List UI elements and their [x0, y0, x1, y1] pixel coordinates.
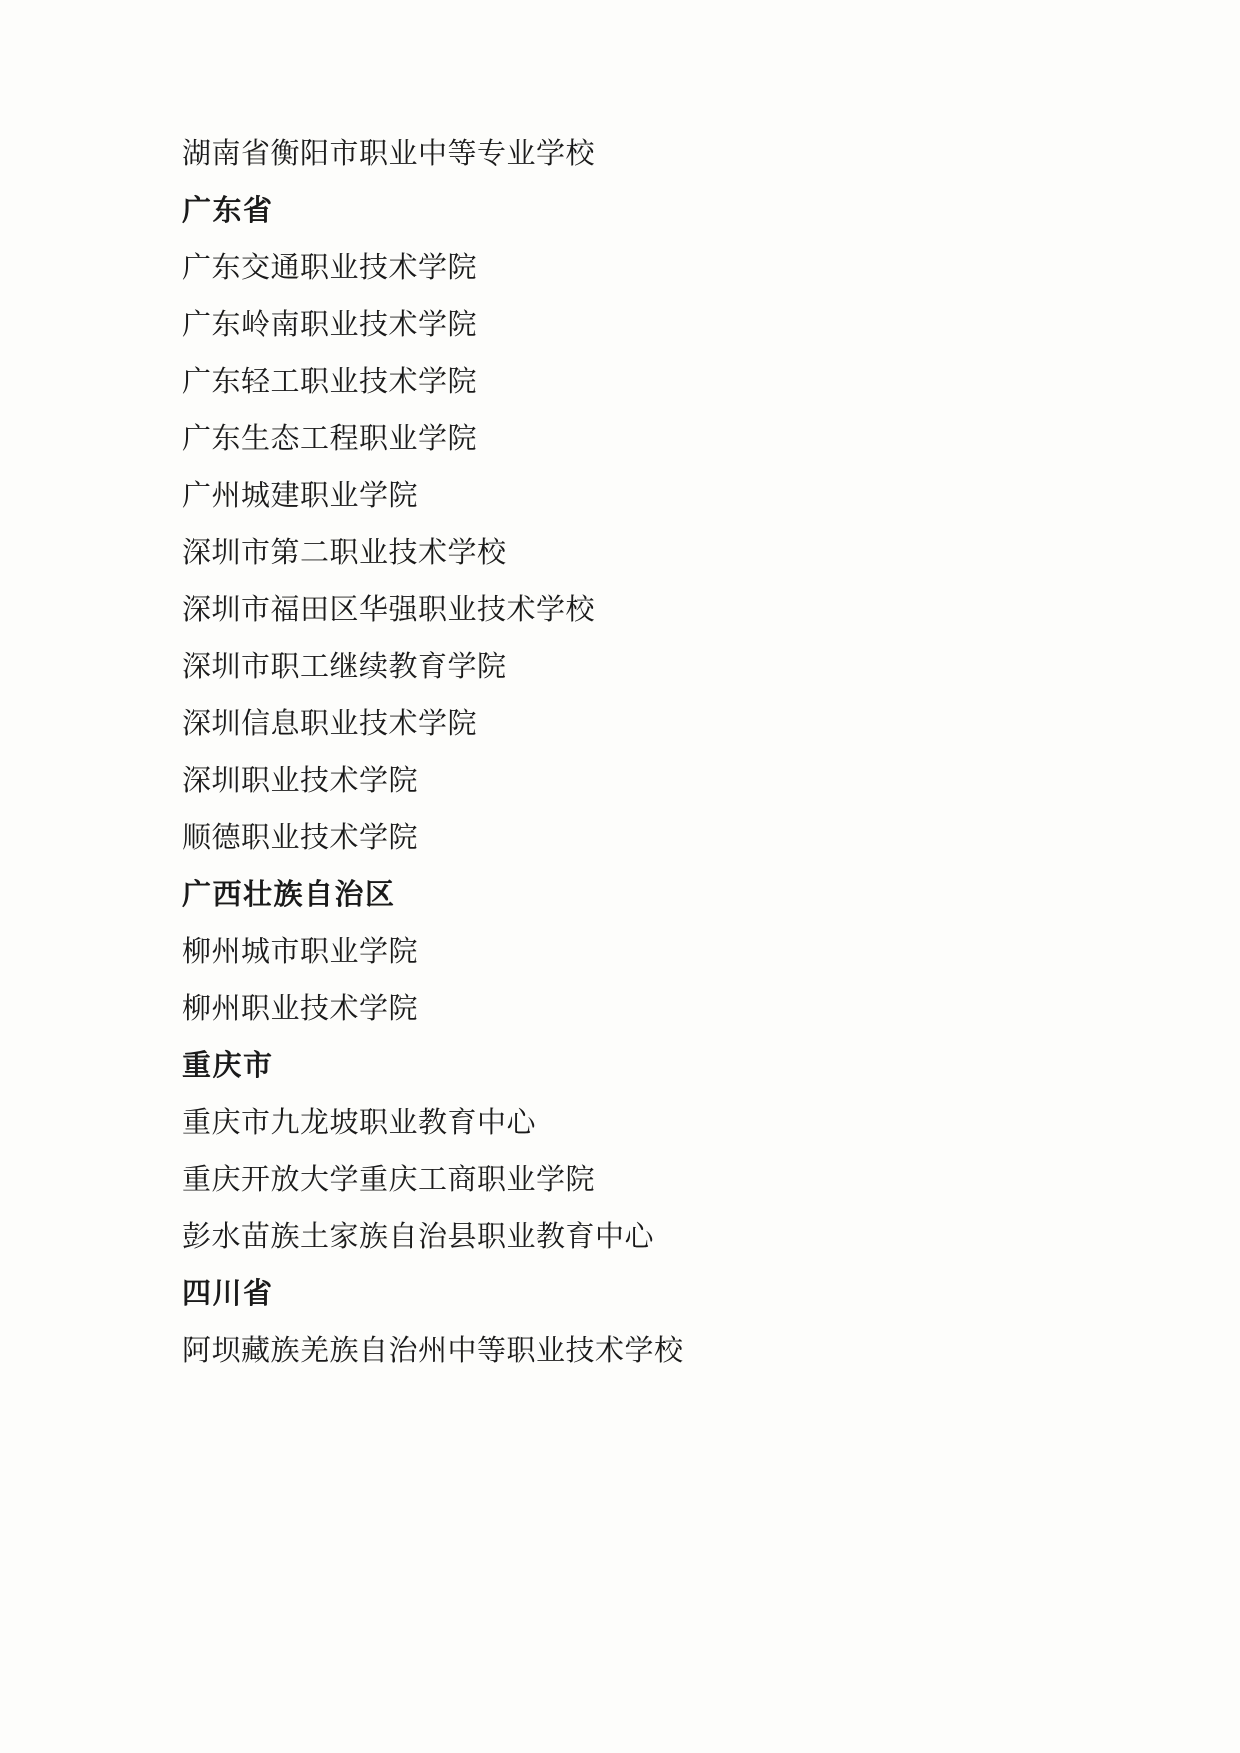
- school-list-item: 广州城建职业学院: [182, 480, 419, 512]
- province-heading: 四川省: [182, 1278, 274, 1310]
- school-list-item: 深圳市福田区华强职业技术学校: [182, 594, 596, 626]
- school-list-item: 柳州职业技术学院: [182, 993, 419, 1025]
- province-heading: 广西壮族自治区: [182, 879, 396, 911]
- school-list-item: 广东岭南职业技术学院: [182, 309, 478, 341]
- school-list-item: 重庆开放大学重庆工商职业学院: [182, 1164, 596, 1196]
- school-list-item: 湖南省衡阳市职业中等专业学校: [182, 138, 596, 170]
- school-list-item: 阿坝藏族羌族自治州中等职业技术学校: [182, 1335, 684, 1367]
- school-list-item: 广东生态工程职业学院: [182, 423, 478, 455]
- school-list-item: 重庆市九龙坡职业教育中心: [182, 1107, 537, 1139]
- province-heading: 重庆市: [182, 1050, 274, 1082]
- school-list-item: 广东轻工职业技术学院: [182, 366, 478, 398]
- school-list-item: 深圳市职工继续教育学院: [182, 651, 507, 683]
- school-list-item: 深圳信息职业技术学院: [182, 708, 478, 740]
- school-list-item: 柳州城市职业学院: [182, 936, 419, 968]
- school-list-item: 深圳职业技术学院: [182, 765, 419, 797]
- document-body: [182, 140, 1090, 1366]
- province-heading: 广东省: [182, 195, 274, 227]
- school-list-item: 广东交通职业技术学院: [182, 252, 478, 284]
- school-list-item: 深圳市第二职业技术学校: [182, 537, 507, 569]
- school-list-item: 彭水苗族土家族自治县职业教育中心: [182, 1221, 655, 1253]
- school-list-item: 顺德职业技术学院: [182, 822, 419, 854]
